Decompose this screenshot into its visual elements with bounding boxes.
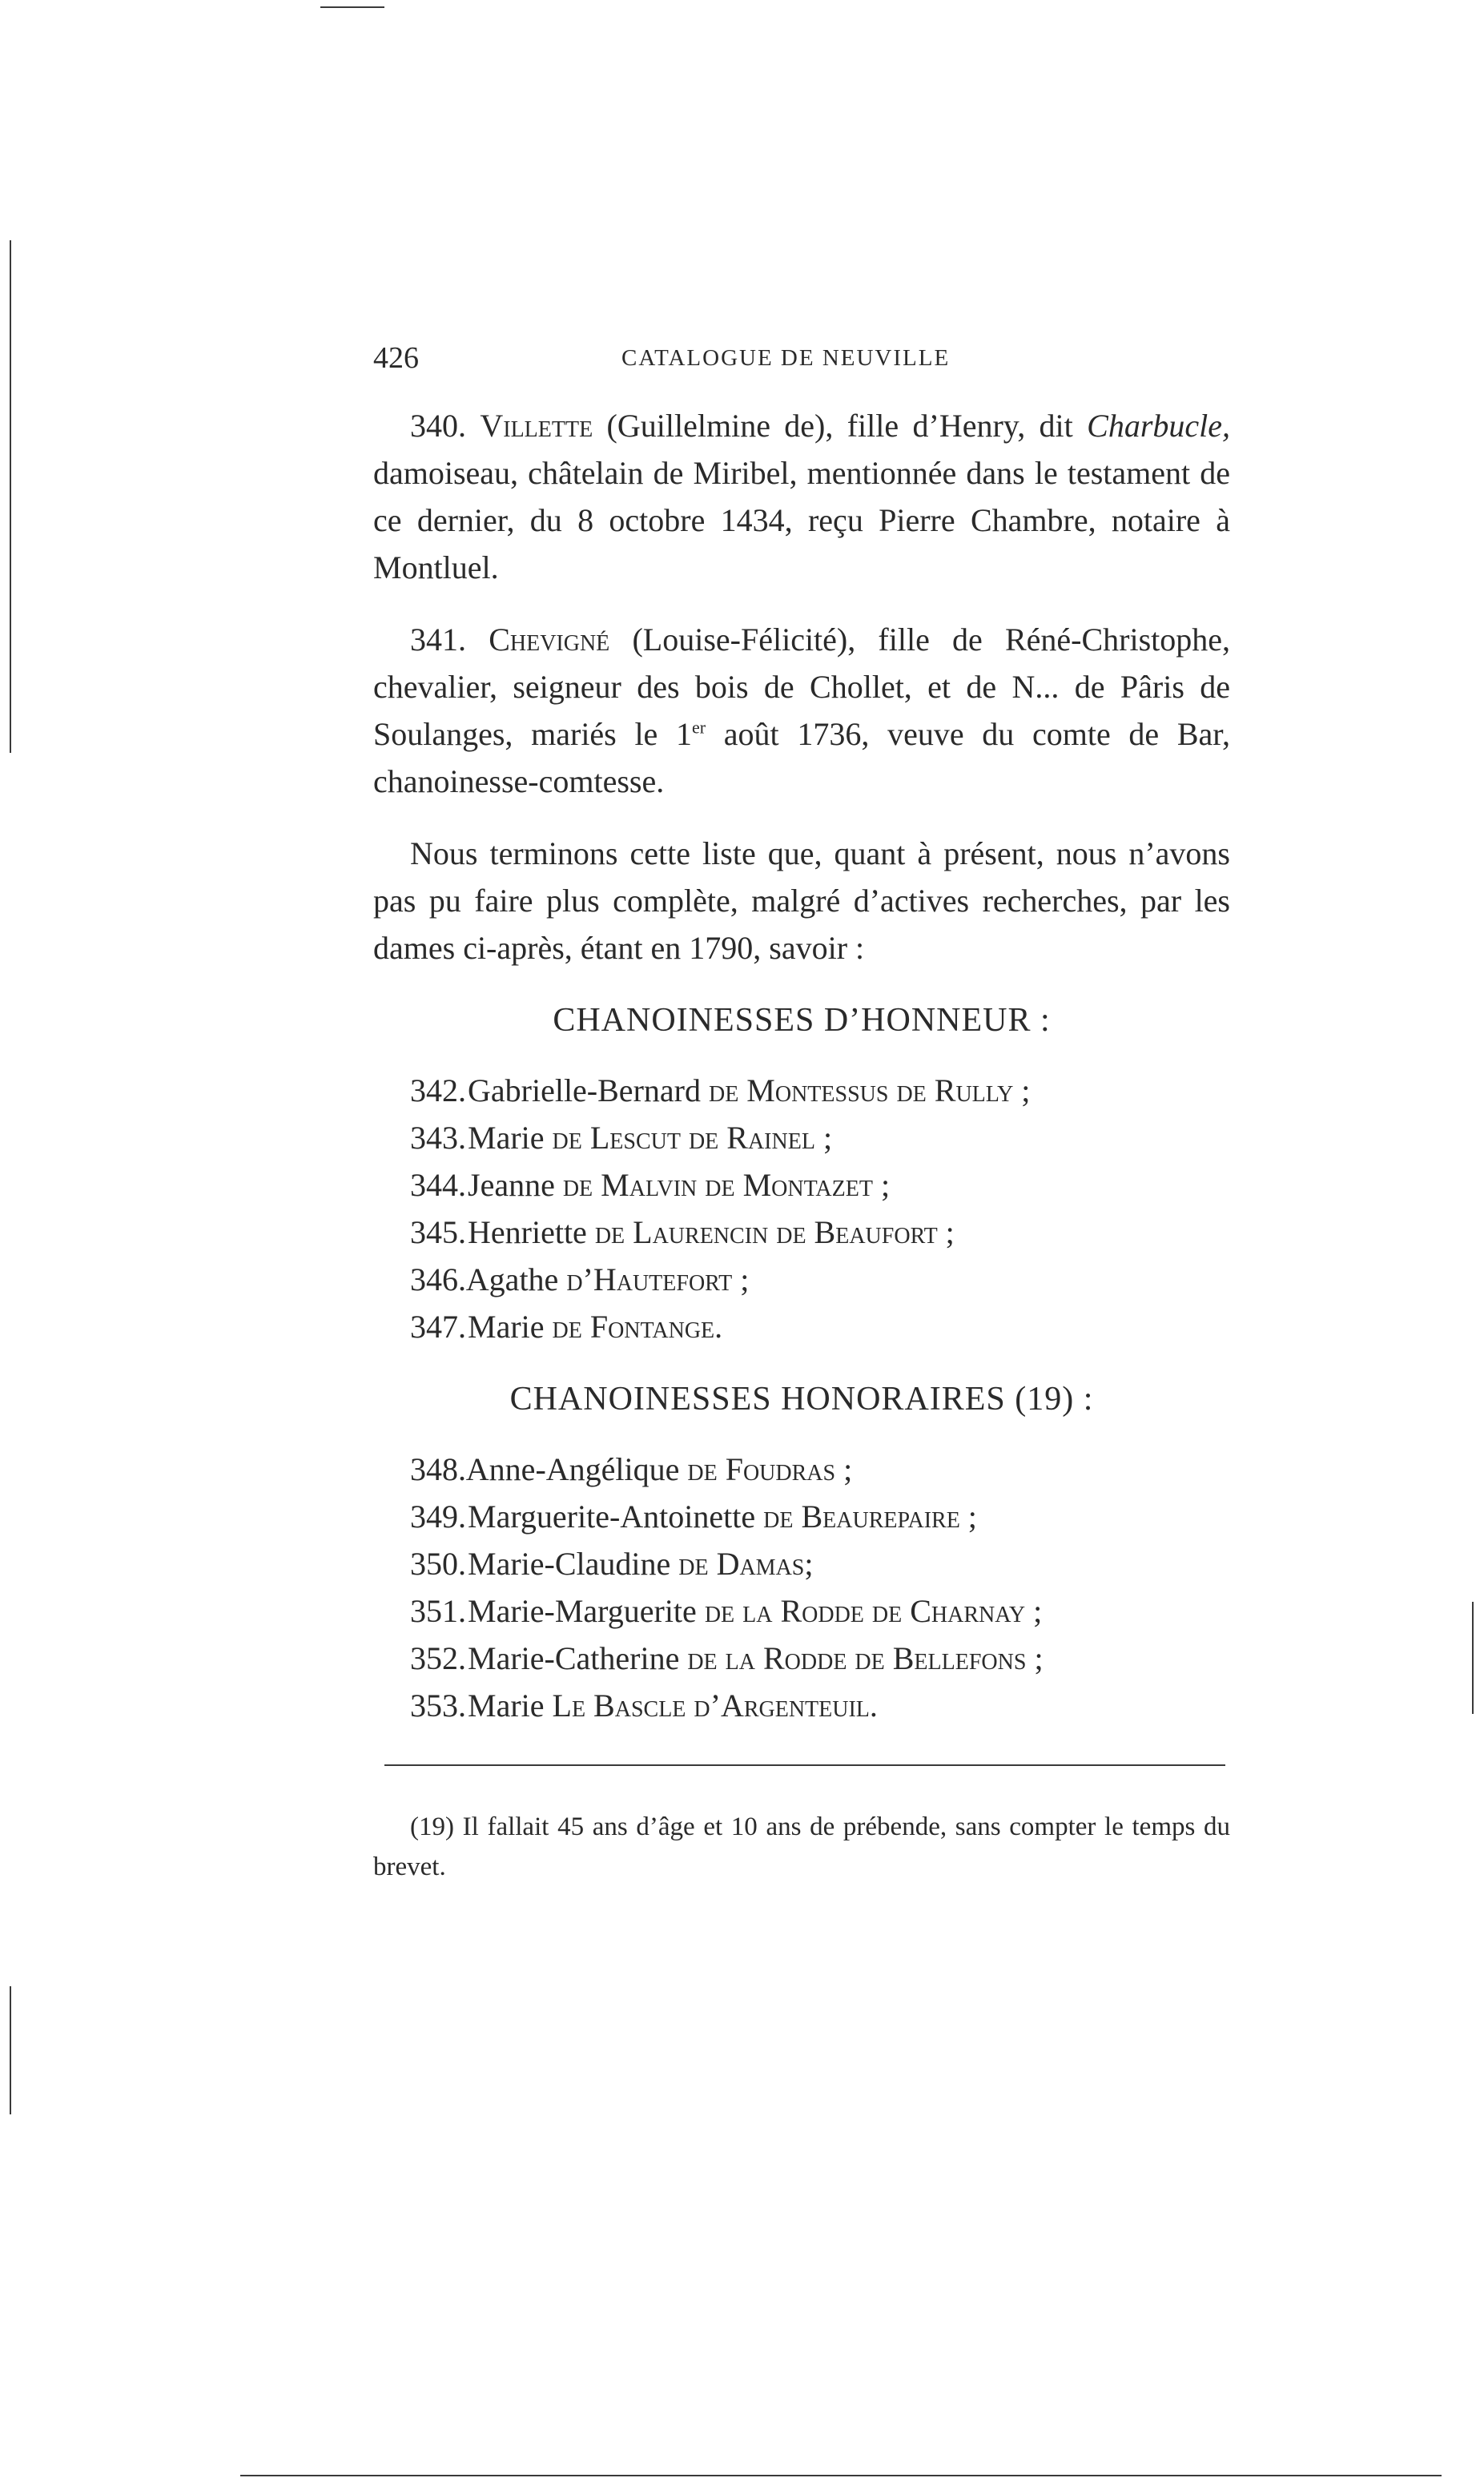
list-item [373,1161,1230,1209]
item-surname: de la Rodde de Charnay [704,1593,1026,1629]
page-header [373,340,1230,388]
item-punct: ; [732,1261,750,1297]
item-number: 347. [410,1309,466,1345]
item-surname: de la Rodde de Bellefons [687,1640,1027,1676]
list-item [373,1493,1230,1540]
entry-text: août 1736, veuve du comte de Bar, chanoinesse-comtesse. [373,716,1231,799]
item-surname: d’Hautefort [566,1261,733,1297]
list-item [373,1540,1230,1587]
list-item [373,1446,1230,1493]
item-text: Henriette [468,1214,595,1250]
running-title: CATALOGUE DE NEUVILLE [621,345,951,371]
scan-edge-line-left [10,240,11,753]
item-number: 348. [410,1451,466,1487]
list-item [373,1256,1230,1303]
item-text: Marie-Claudine [468,1546,679,1582]
item-text: Gabrielle-Bernard [468,1072,709,1108]
item-punct: ; [1013,1072,1031,1108]
item-number: 352. [410,1640,466,1676]
entry-name: Villette [480,408,593,444]
item-surname: de Laurencin de Beaufort [594,1214,938,1250]
item-punct: ; [872,1167,891,1203]
item-text: Marie [468,1309,553,1345]
item-surname: de Montessus de Rully [708,1072,1014,1108]
list-item [373,1209,1230,1256]
body-text [373,402,1230,1729]
list-item [373,1682,1230,1729]
item-number: 346. [410,1261,466,1297]
item-surname: de Lescut de Rainel [552,1120,815,1156]
list-item [373,1587,1230,1635]
item-number: 345. [410,1214,466,1250]
item-punct: ; [937,1214,955,1250]
item-punct: ; [804,1546,814,1582]
entry-text: damoiseau, châtelain de Miribel, mentionnée dans le testament de ce dernier, du 8 octobre 1434, reçu Pierre Chambre, notaire à Montluel. [373,455,1230,585]
entry-superscript: er [692,717,706,738]
item-punct: ; [959,1498,977,1535]
item-punct: ; [1026,1640,1044,1676]
item-text: Jeanne [468,1167,563,1203]
scan-edge-line-bottom [240,2475,1442,2476]
item-text: Anne-Angélique [465,1451,688,1487]
item-number: 351. [410,1593,466,1629]
item-punct: ; [814,1120,833,1156]
item-text: Marie-Marguerite [468,1593,705,1629]
entry-text: (Guillelmine de), fille d’Henry, dit [593,408,1088,444]
item-surname: de Beaurepaire [763,1498,960,1535]
item-text: Marie [468,1120,553,1156]
list-item [373,1067,1230,1114]
footnote: (19) Il fallait 45 ans d’âge et 10 ans de prébende, sans compter le temps du brevet. [373,1812,1230,1881]
item-surname: Le Bascle d’Argenteuil. [552,1688,878,1724]
entry-number: 341. [410,622,466,658]
list-item [373,1114,1230,1161]
item-punct: ; [835,1451,853,1487]
page-number: 426 [373,341,419,375]
section-heading-honneur: CHANOINESSES D’HONNEUR : [553,1002,1051,1039]
item-text: Agathe [465,1261,567,1297]
item-surname: de Malvin de Montazet [562,1167,873,1203]
item-surname: de Fontange. [552,1309,723,1345]
item-text: Marguerite-Antoinette [468,1498,764,1535]
item-number: 353. [410,1688,466,1724]
paragraph-text: Nous terminons cette liste que, quant à présent, nous n’avons pas pu faire plus complète, malgré d’actives recherches, par les dames ci-après, étant en 1790, savoir : [373,835,1230,966]
scan-edge-line-top [320,6,384,8]
item-number: 349. [410,1498,466,1535]
item-punct: ; [1025,1593,1043,1629]
entry-340 [373,402,1230,591]
entry-italic: Charbucle, [1087,408,1231,444]
list-honneur [373,1067,1230,1350]
scan-edge-line-left-low [10,1986,11,2114]
entry-text: (Louise-Félicité), fille de Réné-Christophe, chevalier, seigneur des bois de Chollet, et de N... de Pâris de Soulanges, mariés le 1 [373,622,1231,752]
list-item [373,1635,1230,1682]
item-number: 343. [410,1120,466,1156]
item-number: 342. [410,1072,466,1108]
item-number: 344. [410,1167,466,1203]
item-text: Marie [468,1688,553,1724]
item-surname: de Damas [678,1546,805,1582]
section-heading-honoraires: CHANOINESSES HONORAIRES (19) : [509,1381,1094,1418]
item-number: 350. [410,1546,466,1582]
item-text: Marie-Catherine [468,1640,688,1676]
list-item [373,1303,1230,1350]
item-surname: de Foudras [687,1451,836,1487]
footnote-separator [384,1764,1225,1766]
entry-name: Chevigné [489,622,610,658]
list-honoraires [373,1446,1230,1729]
entry-341 [373,616,1230,805]
entry-number: 340. [410,408,466,444]
scan-edge-line-right [1472,1602,1474,1714]
intro-paragraph [373,830,1230,971]
